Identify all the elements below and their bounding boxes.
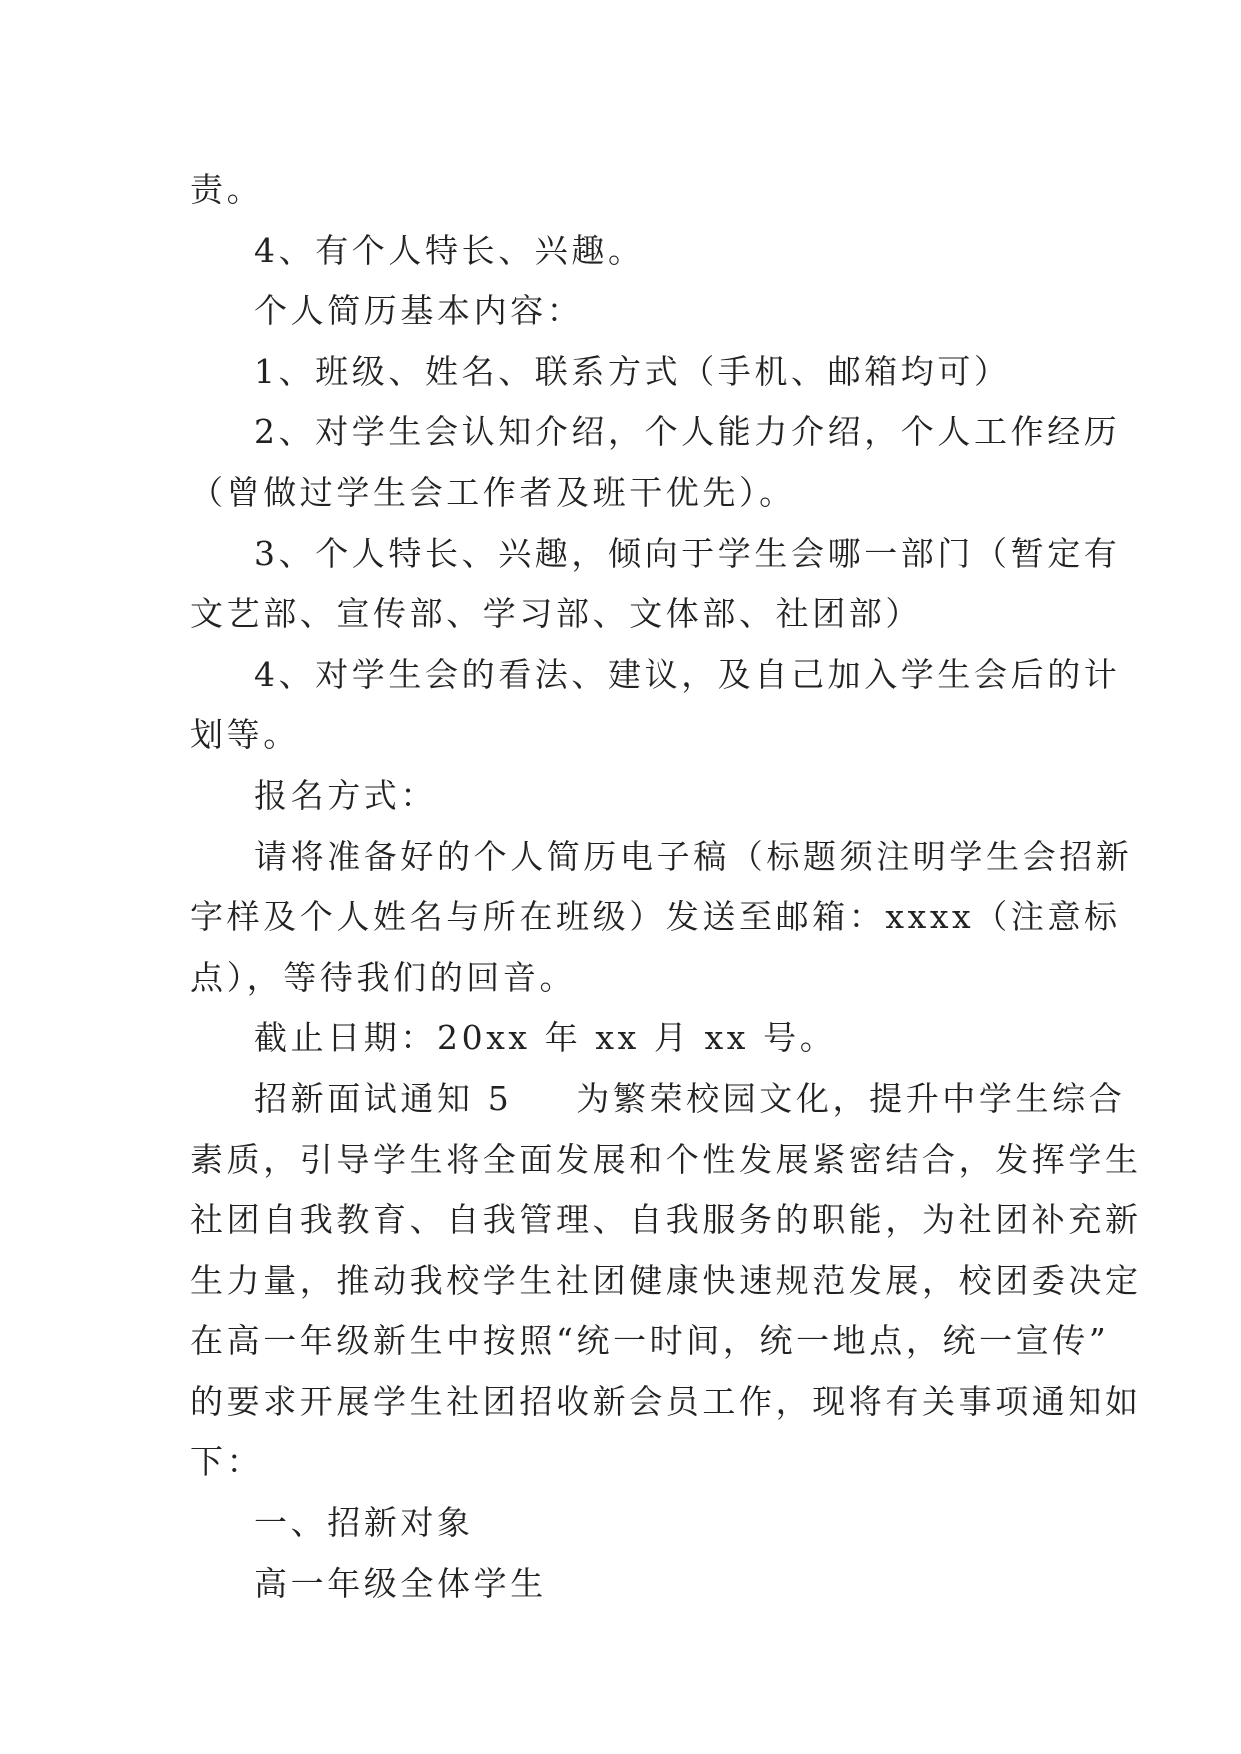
paragraph-line: 高一年级全体学生 [254,1563,547,1603]
paragraph-line: 请将准备好的个人简历电子稿（标题须注明学生会招新 [254,836,1133,876]
paragraph-line: 文艺部、宣传部、学习部、文体部、社团部） [190,594,922,634]
paragraph-line: 社团自我教育、自我管理、自我服务的职能，为社团补充新 [190,1200,1142,1240]
paragraph-line: 素质，引导学生将全面发展和个性发展紧密结合，发挥学生 [190,1139,1142,1179]
paragraph-line: 的要求开展学生社团招收新会员工作，现将有关事项通知如 [190,1381,1142,1421]
notice-intro: 为繁荣校园文化，提升中学生综合 [576,1078,1126,1118]
section-heading: 个人简历基本内容： [254,291,584,331]
paragraph-line: 3、个人特长、兴趣，倾向于学生会哪一部门（暂定有 [254,533,1121,573]
paragraph-line: 2、对学生会认知介绍，个人能力介绍，个人工作经历 [254,412,1121,452]
paragraph-line: 4、有个人特长、兴趣。 [254,230,645,270]
section-heading: 一、招新对象 [254,1503,474,1543]
paragraph-line: 1、班级、姓名、联系方式（手机、邮箱均可） [254,351,1011,391]
paragraph-line: （曾做过学生会工作者及班干优先）。 [190,472,796,512]
notice-title: 招新面试通知 5 [254,1078,513,1118]
section-heading: 报名方式： [254,775,437,815]
paragraph-line [190,1069,1126,1130]
paragraph-line: 字样及个人姓名与所在班级）发送至邮箱：xxxx（注意标 [190,897,1121,937]
paragraph-line: 4、对学生会的看法、建议，及自己加入学生会后的计 [254,654,1121,694]
deadline-line: 截止日期：20xx 年 xx 月 xx 号。 [254,1018,837,1058]
paragraph-line: 下： [190,1442,264,1482]
document-body [190,160,1142,1614]
paragraph-line: 在高一年级新生中按照“统一时间，统一地点，统一宣传” [190,1321,1110,1361]
paragraph-line: 点），等待我们的回音。 [190,957,577,997]
paragraph-line: 生力量，推动我校学生社团健康快速规范发展，校团委决定 [190,1260,1142,1300]
paragraph-line: 责。 [190,170,264,209]
paragraph-line: 划等。 [190,715,300,755]
